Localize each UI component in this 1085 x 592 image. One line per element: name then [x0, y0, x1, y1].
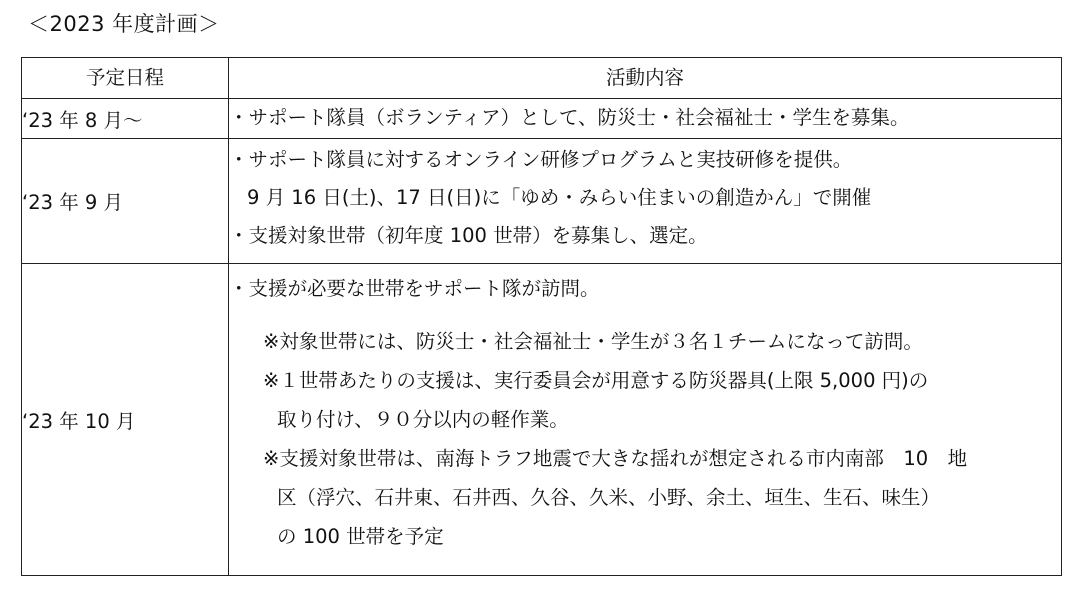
- note-line: ※１世帯あたりの支援は、実行委員会が用意する防災器具(上限 5,000 円)の: [263, 369, 929, 392]
- row-date: ‘23 年 9 月: [22, 139, 229, 264]
- table-header-row: [22, 58, 1062, 99]
- row-date: ‘23 年 10 月: [22, 264, 229, 576]
- row-activities: [229, 139, 1062, 264]
- note-line: 取り付け、９０分以内の軽作業。: [277, 408, 569, 431]
- activity-line: ・サポート隊員に対するオンライン研修プログラムと実技研修を提供。: [229, 148, 853, 171]
- activity-line: ・支援が必要な世帯をサポート隊が訪問。: [229, 277, 600, 300]
- table-row: [22, 139, 1062, 264]
- header-schedule: 予定日程: [22, 58, 229, 99]
- header-activities: 活動内容: [229, 58, 1062, 99]
- table-row: [22, 264, 1062, 576]
- note-line: ※支援対象世帯は、南海トラフ地震で大きな揺れが想定される市内南部 10 地: [263, 447, 968, 470]
- activity-line: ・支援対象世帯（初年度 100 世帯）を募集し、選定。: [229, 224, 708, 247]
- note-line: ※対象世帯には、防災士・社会福祉士・学生が３名１チームになって訪問。: [263, 330, 923, 353]
- note-line: 区（浮穴、石井東、石井西、久谷、久米、小野、余土、垣生、生石、味生）: [277, 486, 941, 509]
- plan-table: [21, 57, 1062, 576]
- row-activities: [229, 264, 1062, 576]
- note-line: の 100 世帯を予定: [277, 525, 444, 548]
- table-row: [22, 99, 1062, 139]
- row-activities: [229, 99, 1062, 139]
- activity-line: ・サポート隊員（ボランティア）として、防災士・社会福祉士・学生を募集。: [229, 106, 910, 129]
- activity-line: 9 月 16 日(土)、17 日(日)に「ゆめ・みらい住まいの創造かん」で開催: [247, 186, 872, 209]
- plan-title: ＜2023 年度計画＞: [28, 12, 220, 36]
- row-date: ‘23 年 8 月～: [22, 99, 229, 139]
